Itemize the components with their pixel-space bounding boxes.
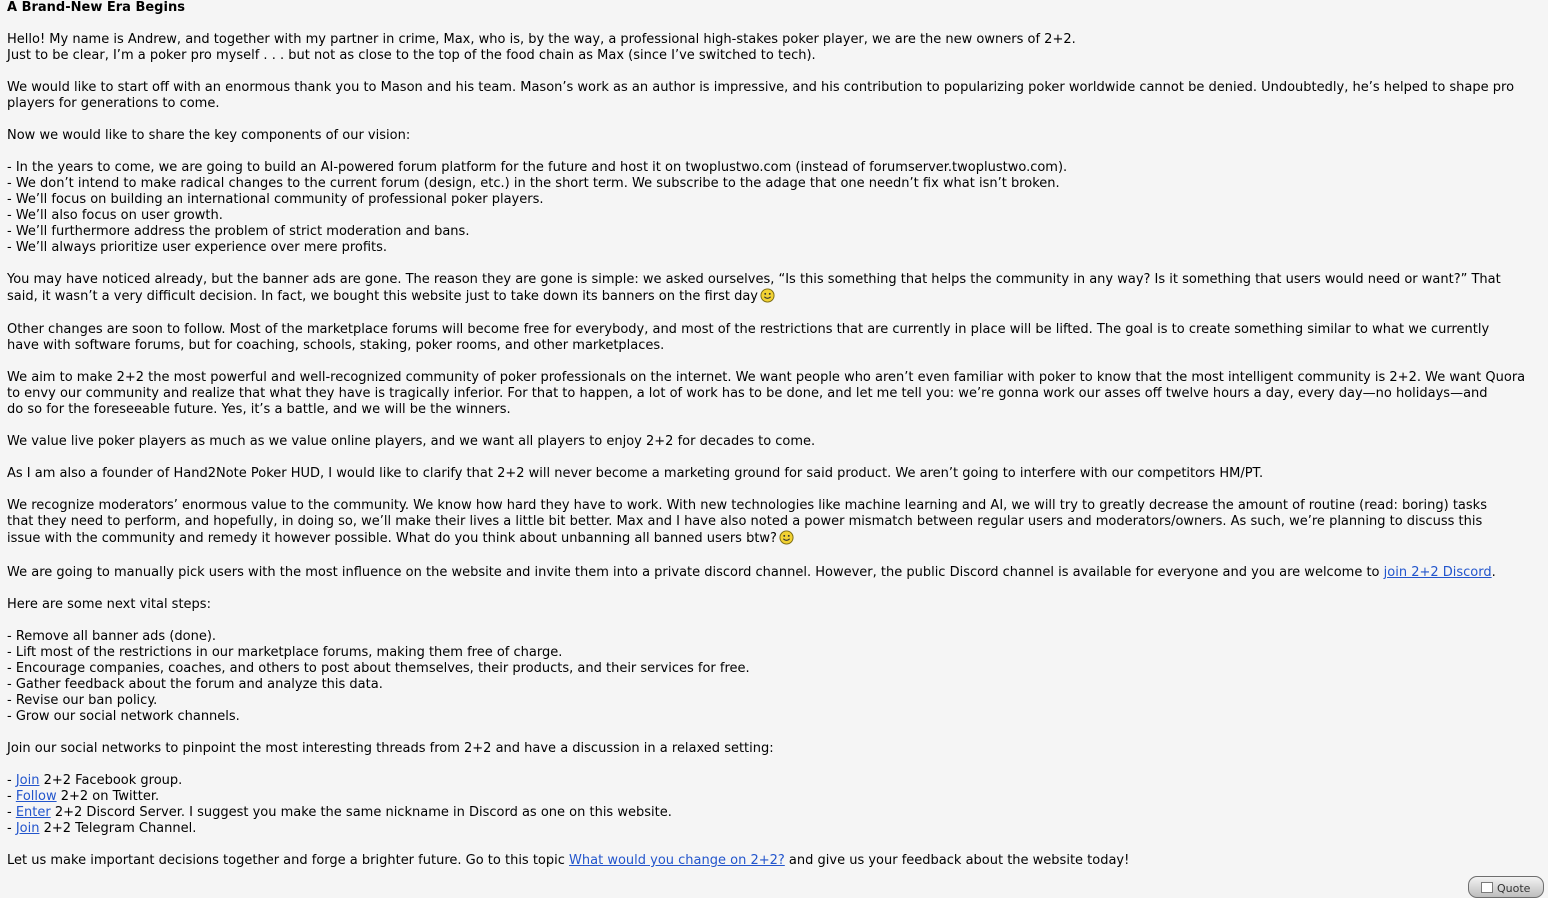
banners-line (7, 288, 1543, 305)
quote-button[interactable] (1468, 876, 1544, 898)
bullet-dash: - (7, 789, 16, 804)
live-paragraph: We value live poker players as much as we value online players, and we want all players to enjoy 2+2 for decades to come. (7, 434, 816, 449)
list-item: - Revise our ban policy. (7, 693, 158, 708)
thanks-line: We would like to start off with an enormous thank you to Mason and his team. Mason’s work as an author is impressive, and his contribution to popularizing poker worldwide cannot be denied. Undoubtedly, he’s helped to shape pro (7, 80, 1515, 95)
join-discord-link[interactable]: join 2+2 Discord (1383, 565, 1492, 580)
list-item (7, 805, 1543, 821)
feedback-topic-link[interactable]: What would you change on 2+2? (569, 853, 785, 868)
list-item: - Encourage companies, coaches, and others to post about themselves, their products, and their services for free. (7, 661, 750, 676)
closing-text: Let us make important decisions together and forge a brighter future. Go to this topic (7, 853, 570, 868)
list-item: - Gather feedback about the forum and analyze this data. (7, 677, 383, 692)
intro-line: Hello! My name is Andrew, and together with my partner in crime, Max, who is, by the way, a professional high-stakes poker player, we are the new owners of 2+2. (7, 32, 1076, 47)
social-intro: Join our social networks to pinpoint the most interesting threads from 2+2 and have a discussion in a relaxed setting: (7, 741, 774, 756)
list-item: - Lift most of the restrictions in our marketplace forums, making them free of charge. (7, 645, 563, 660)
list-item: - We don’t intend to make radical changes to the current forum (design, etc.) in the short term. We subscribe to the adage that one needn’t fix what isn’t broken. (7, 176, 1060, 191)
smiley-face-icon (760, 288, 775, 303)
mods-line-text: issue with the community and remedy it however possible. What do you think about unbanning all banned users btw? (7, 531, 777, 546)
telegram-join-link[interactable]: Join (15, 821, 40, 836)
closing-paragraph (7, 853, 1543, 869)
mods-paragraph (7, 498, 1543, 547)
list-item (7, 789, 1543, 805)
thanks-line: players for generations to come. (7, 96, 220, 111)
bullet-dash: - (7, 773, 16, 788)
banners-line: You may have noticed already, but the banner ads are gone. The reason they are gone is simple: we asked ourselves, “Is this something that helps the community in any way? Is it something that users would need or want?” That (7, 272, 1501, 287)
list-item (7, 773, 1543, 789)
thanks-paragraph (7, 80, 1543, 112)
vision-intro: Now we would like to share the key components of our vision: (7, 128, 411, 143)
mods-line: that they need to perform, and hopefully, in doing so, we’ll make their lives a little bit better. Max and I have also noted a power mismatch between regular users and moderators/owners. As such, we’re planning to discuss this (7, 514, 1483, 529)
list-item: - We’ll focus on building an international community of professional poker players. (7, 192, 544, 207)
twitter-follow-link[interactable]: Follow (15, 789, 57, 804)
list-item: - In the years to come, we are going to build an AI-powered forum platform for the future and host it on twoplustwo.com (instead of forumserver.twoplustwo.com). (7, 160, 1068, 175)
steps-intro: Here are some next vital steps: (7, 597, 211, 612)
list-item: - We’ll always prioritize user experience over mere profits. (7, 240, 388, 255)
social-list (7, 773, 1543, 837)
list-item: - We’ll furthermore address the problem of strict moderation and bans. (7, 224, 470, 239)
list-item: - We’ll also focus on user growth. (7, 208, 223, 223)
forum-post (7, 0, 1543, 869)
steps-list (7, 629, 1543, 725)
mods-line (7, 530, 1543, 547)
list-item: - Remove all banner ads (done). (7, 629, 217, 644)
facebook-join-link[interactable]: Join (15, 773, 40, 788)
closing-text-end: and give us your feedback about the website today! (784, 853, 1130, 868)
social-text: 2+2 on Twitter. (56, 789, 160, 804)
post-title: A Brand-New Era Begins (7, 0, 185, 15)
bullet-dash: - (7, 821, 16, 836)
social-text: 2+2 Facebook group. (39, 773, 183, 788)
vision-list (7, 160, 1543, 256)
aim-line: to envy our community and realize that what they have is tragically inferior. For that to happen, a lot of work has to be done, and let me tell you: we’re gonna work our asses off twelve hours a day, every day—no holidays—and (7, 386, 1488, 401)
closing-line (7, 853, 1543, 869)
changes-paragraph (7, 322, 1543, 354)
list-item: - Grow our social network channels. (7, 709, 240, 724)
banners-paragraph (7, 272, 1543, 305)
banners-line-text: said, it wasn’t a very difficult decision. In fact, we bought this website just to take down its banners on the first day (7, 289, 758, 304)
list-item (7, 821, 1543, 837)
changes-line: have with software forums, but for coaching, schools, staking, poker rooms, and other marketplaces. (7, 338, 665, 353)
discord-line (7, 565, 1543, 581)
quote-button-label: Quote (1497, 882, 1531, 895)
aim-line: We aim to make 2+2 the most powerful and well-recognized community of poker professionals on the internet. We want people who aren’t even familiar with poker to know that the most intelligent community is 2+2. We want Quora (7, 370, 1526, 385)
discord-paragraph (7, 565, 1543, 581)
changes-line: Other changes are soon to follow. Most of the marketplace forums will become free for everybody, and most of the restrictions that are currently in place will be lifted. The goal is to create something similar to what we currently (7, 322, 1490, 337)
intro-paragraph (7, 32, 1543, 64)
aim-paragraph (7, 370, 1543, 418)
quote-icon (1481, 882, 1493, 893)
discord-text: We are going to manually pick users with the most influence on the website and invite them into a private discord channel. However, the public Discord channel is available for everyone and you are welcome to (7, 565, 1384, 580)
hud-paragraph: As I am also a founder of Hand2Note Poker HUD, I would like to clarify that 2+2 will never become a marketing ground for said product. We aren’t going to interfere with our competitors HM/PT. (7, 466, 1264, 481)
discord-text-end: . (1491, 565, 1496, 580)
smiley-face-icon (779, 530, 794, 545)
aim-line: do so for the foreseeable future. Yes, it’s a battle, and we will be the winners. (7, 402, 511, 417)
social-text: 2+2 Discord Server. I suggest you make the same nickname in Discord as one on this website. (50, 805, 672, 820)
discord-enter-link[interactable]: Enter (15, 805, 51, 820)
social-text: 2+2 Telegram Channel. (39, 821, 197, 836)
mods-line: We recognize moderators’ enormous value to the community. We know how hard they have to work. With new technologies like machine learning and AI, we will try to greatly decrease the amount of routine (read: boring) tasks (7, 498, 1487, 513)
intro-line: Just to be clear, I’m a poker pro myself . . . but not as close to the top of the food chain as Max (since I’ve switched to tech). (7, 48, 816, 63)
bullet-dash: - (7, 805, 16, 820)
